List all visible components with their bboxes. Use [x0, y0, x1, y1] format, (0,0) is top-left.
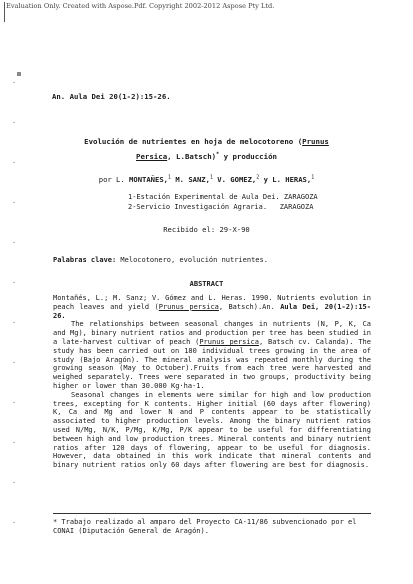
abstract-heading: ABSTRACT: [189, 280, 224, 288]
title-text: , L.Batsch): [167, 152, 217, 161]
affiliation-marker: 1: [311, 174, 315, 181]
species-name: Prunus persica: [199, 337, 259, 346]
journal-citation: An. Aula Dei 20(1-2):15-26.: [52, 92, 171, 101]
author-name: y L. HERAS,: [259, 175, 312, 184]
affiliation-marker: 2: [256, 174, 260, 181]
author-line: [0, 175, 413, 184]
species-name: Prunus persica: [158, 302, 219, 311]
title-text: Evolución de nutrientes en hoja de melocotoreno (: [84, 137, 303, 146]
reference-text: , Batsch).An.: [218, 302, 275, 311]
reference-journal: Aula Dei, 20(1-2):15-26.: [53, 302, 371, 320]
keywords-label: Palabras clave:: [53, 256, 117, 264]
abstract-paragraph: Seasonal changes in elements were similar for high and low production trees, excepting for K contents. Higher initial (60 days after flowering) K, Ca and Mg and lower N and P contents appear to be statistically associated to higher production levels. Among the binary nutrient ratios used N/Mg, N/K, P/Mg, K/Mg, P/K appear to be useful for differentiating between high and low production trees. Mineral contents and binary nutrient ratios after 120 days of flowering, appear to be useful for diagnosis. However, data obtained in this work indicate that mineral contents and binary nutrient ratios only 60 days after flowering are best for diagnosis.: [53, 390, 371, 470]
species-epithet: Persica: [136, 152, 168, 161]
keywords: [53, 256, 268, 264]
affiliations: [128, 193, 318, 212]
affiliation-line: 2-Servicio Investigación Agraria. ZARAGOZA: [128, 202, 314, 211]
reference-text: Montañés, L.; M. Sanz; V. Gómez and L. Heras. 1990. Nutrients evolution in peach leaves and yield (: [53, 294, 371, 311]
affiliation-marker: 1: [209, 174, 213, 181]
author-name: M. SANZ,: [171, 175, 210, 184]
abstract-body: [53, 294, 371, 470]
scan-margin-marks: [13, 60, 15, 560]
evaluation-watermark: Evaluation Only. Created with Aspose.Pdf. Copyright 2002-2012 Aspose Pty Ltd.: [6, 2, 275, 10]
author-name: MONTAÑES,: [129, 175, 168, 184]
paragraph-text: The relationships between seasonal changes in nutrients (N, P, K, Ca and Mg), binary nutrient ratios and production per tree has been studied in a late-harvest cultivar of peach (: [53, 320, 371, 346]
footnote: * Trabajo realizado al amparo del Proyecto CA-11/86 subvencionado por el CONAI (Diputación General de Aragón).: [53, 518, 357, 535]
paragraph-text: , Batsch cv. Calanda). The study has been carried out on 180 individual trees growing in the area of study (Bajo Aragón). The mineral analysis was repeated monthly during the growing season (May to October).Fruits from each tree were harvested and weighed separately. Trees were separated in two groups, productivity being higher or lower than 30.000 Kg·ha-1.: [53, 337, 371, 390]
affiliation-marker: 1: [168, 174, 172, 181]
species-genus: Prunus: [302, 137, 329, 146]
author-name: V. GOMEZ,: [212, 175, 257, 184]
footnote-marker: *: [216, 151, 220, 158]
title-line-2: [0, 152, 413, 161]
received-date: Recibido el: 29-X-90: [163, 225, 250, 234]
title-line-1: [0, 137, 413, 146]
scan-speck: [17, 72, 21, 76]
abstract-paragraph: [53, 320, 371, 390]
footnote-divider: [53, 513, 371, 514]
title-text: y producción: [219, 152, 277, 161]
author-prefix: por L.: [98, 175, 130, 184]
keywords-text: Melocotonero, evolución nutrientes.: [116, 256, 268, 264]
abstract-reference: [53, 294, 371, 320]
affiliation-line: 1-Estación Experimental de Aula Dei. ZARAGOZA: [128, 193, 318, 201]
